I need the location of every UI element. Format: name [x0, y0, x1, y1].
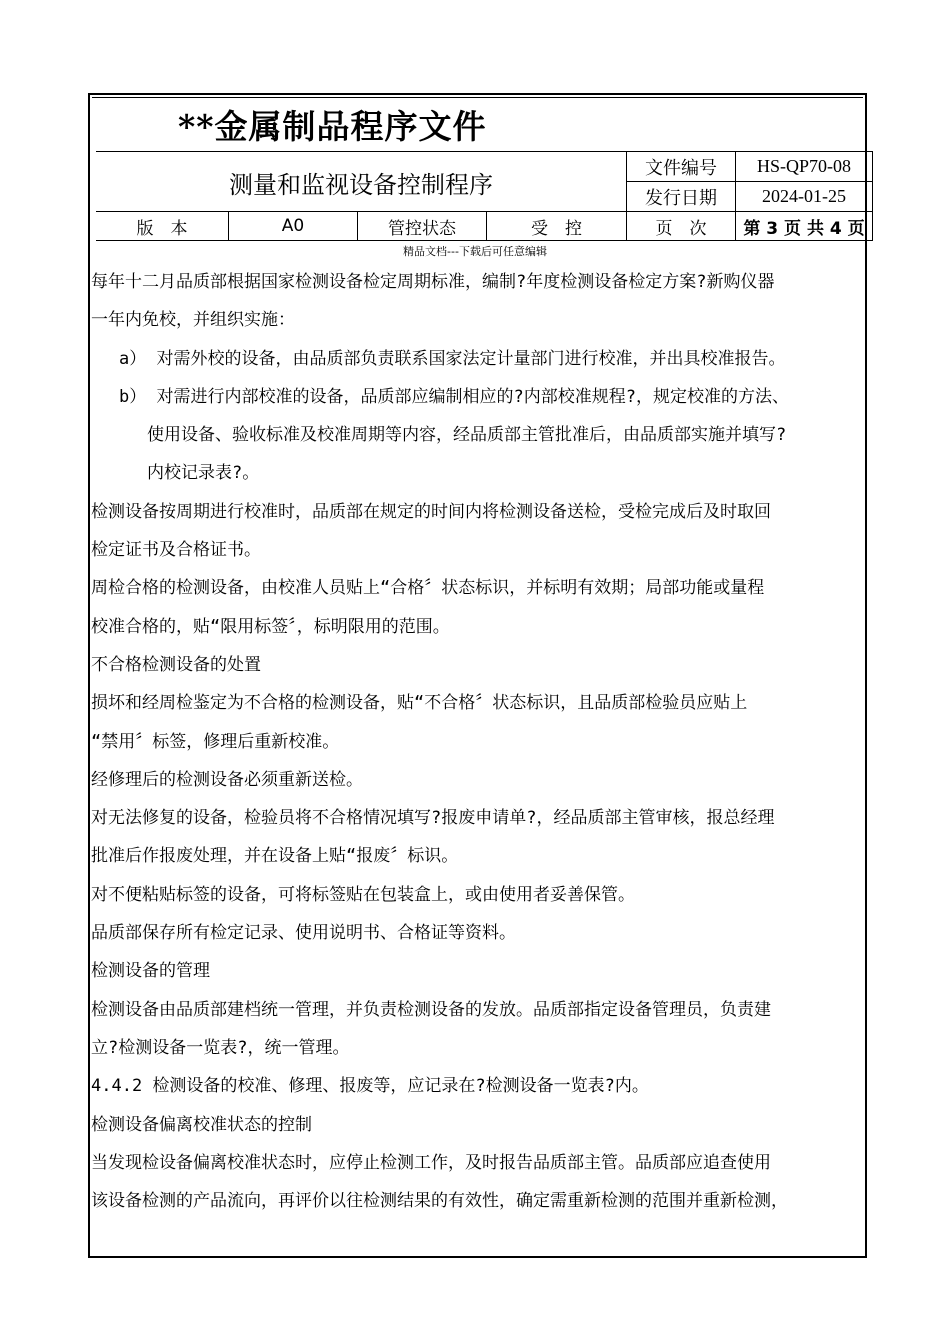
text-line: b） 对需进行内部校准的设备，品质部应编制相应的?内部校准规程?，规定校准的方法、 [119, 386, 789, 407]
text-line: 经修理后的检测设备必须重新送检。 [91, 769, 363, 790]
procedure-title: 测量和监视设备控制程序 [229, 170, 493, 199]
page-value: 第 3 页 共 4 页 [743, 219, 865, 239]
control-status-label: 管控状态 [388, 218, 456, 239]
version-label: 版 本 [136, 218, 188, 239]
text-line: 一年内免校，并组织实施： [91, 310, 295, 331]
company-title: **金属制品程序文件 [178, 107, 487, 146]
text-line: 内校记录表?。 [147, 463, 260, 484]
text-line: 每年十二月品质部根据国家检测设备检定周期标准，编制?年度检测设备检定方案?新购仪器 [91, 272, 775, 292]
text-line: 对不便粘贴标签的设备，可将标签贴在包装盒上，或由使用者妥善保管。 [91, 884, 635, 905]
text-line: 该设备检测的产品流向，再评价以往检测结果的有效性，确定需重新检测的范围并重新检测， [91, 1191, 788, 1212]
list-item-b-cont [91, 416, 863, 454]
watermark-text: 精品文档---下载后可任意编辑 [403, 245, 547, 258]
text-line: 检测设备按周期进行校准时，品质部在规定的时间内将检测设备送检，受检完成后及时取回 [91, 501, 771, 522]
doc-no-label: 文件编号 [645, 157, 717, 179]
text-line: 4.4.2 检测设备的校准、修理、报废等，应记录在?检测设备一览表?内。 [91, 1076, 649, 1097]
body-text [91, 263, 863, 1220]
version-value: A0 [281, 216, 305, 236]
header-line-4 [96, 240, 873, 241]
page-label: 页 次 [655, 218, 707, 239]
control-status-value: 受 控 [531, 218, 582, 239]
section-heading: 检测设备偏离校准状态的控制 [91, 1114, 312, 1135]
text-line: 立?检测设备一览表?，统一管理。 [91, 1037, 350, 1058]
text-line: 批准后作报废处理，并在设备上贴“报废〞标识。 [91, 846, 459, 867]
text-line: 校准合格的，贴“限用标签〞，标明限用的范围。 [91, 616, 450, 637]
issue-date-value: 2024-01-25 [762, 186, 846, 206]
text-line: 周检合格的检测设备，由校准人员贴上“合格〞状态标识，并标明有效期；局部功能或量程 [91, 578, 765, 599]
text-line: 损坏和经周检鉴定为不合格的检测设备，贴“不合格〞状态标识，且品质部检验员应贴上 [91, 693, 748, 714]
text-line: 当发现检设备偏离校准状态时，应停止检测工作，及时报告品质部主管。品质部应追查使用 [91, 1152, 771, 1173]
list-item-b [91, 378, 863, 416]
list-item-b-cont [91, 454, 863, 492]
text-line: 检定证书及合格证书。 [91, 540, 261, 561]
header-vline-3 [872, 151, 873, 240]
doc-no-value: HS-QP70-08 [756, 156, 851, 176]
frame-inner-border [92, 97, 863, 99]
text-line: 对无法修复的设备，检验员将不合格情况填写?报废申请单?，经品质部主管审核，报总经理 [91, 808, 775, 829]
list-item-a [91, 340, 863, 378]
text-line: 品质部保存所有检定记录、使用说明书、合格证等资料。 [91, 923, 516, 944]
section-heading: 检测设备的管理 [91, 961, 210, 982]
text-line: “禁用〞标签，修理后重新校准。 [91, 731, 340, 752]
section-heading: 不合格检测设备的处置 [91, 654, 261, 675]
issue-date-label: 发行日期 [645, 187, 717, 209]
text-line: 检测设备由品质部建档统一管理，并负责检测设备的发放。品质部指定设备管理员，负责建 [91, 999, 771, 1020]
text-line: a） 对需外校的设备，由品质部负责联系国家法定计量部门进行校准，并出具校准报告。 [119, 348, 786, 369]
text-line: 使用设备、验收标准及校准周期等内容，经品质部主管批准后，由品质部实施并填写? [147, 425, 787, 446]
